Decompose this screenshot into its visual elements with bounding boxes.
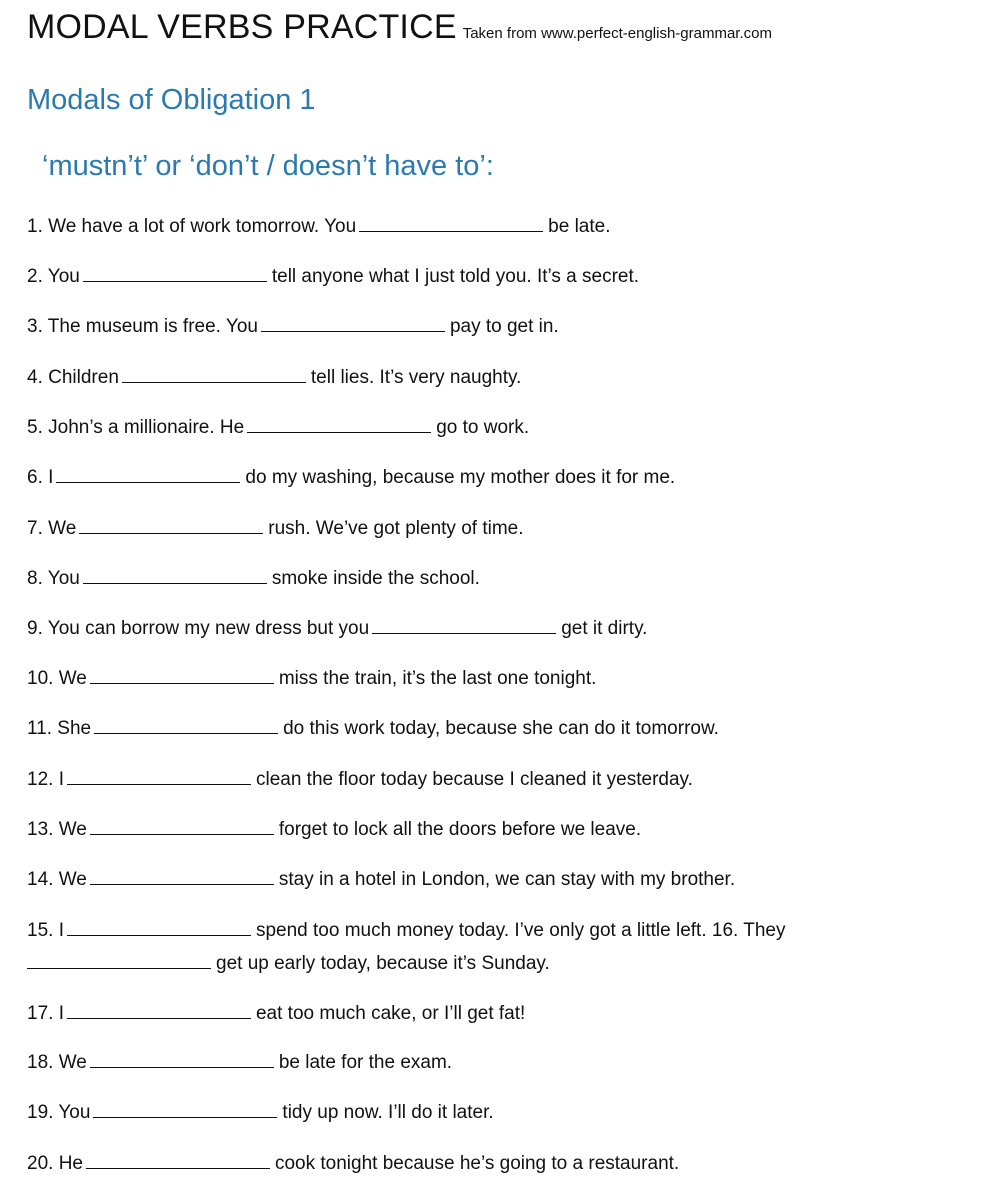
exercise-item-11: 11. She do this work today, because she can do it tomorrow. xyxy=(27,712,957,745)
title-line xyxy=(27,8,772,47)
answer-blank[interactable] xyxy=(90,665,274,684)
exercise-item-8: 8. You smoke inside the school. xyxy=(27,562,957,595)
exercise-item-19: 19. You tidy up now. I’ll do it later. xyxy=(27,1096,957,1129)
answer-blank[interactable] xyxy=(359,213,543,232)
answer-blank[interactable] xyxy=(67,766,251,785)
exercise-item-13: 13. We forget to lock all the doors before we leave. xyxy=(27,813,957,846)
answer-blank[interactable] xyxy=(56,464,240,483)
exercise-item-18: 18. We be late for the exam. xyxy=(27,1046,957,1079)
source-credit: Taken from www.perfect-english-grammar.com xyxy=(462,25,772,42)
exercise-item-4: 4. Children tell lies. It’s very naughty. xyxy=(27,361,957,394)
answer-blank[interactable] xyxy=(79,515,263,534)
answer-blank[interactable] xyxy=(93,1099,277,1118)
answer-blank[interactable] xyxy=(90,816,274,835)
exercise-instruction: ‘mustn’t’ or ‘don’t / doesn’t have to’: xyxy=(42,150,494,182)
answer-blank[interactable] xyxy=(27,950,211,969)
exercise-item-3: 3. The museum is free. You pay to get in. xyxy=(27,310,957,343)
answer-blank[interactable] xyxy=(90,1049,274,1068)
answer-blank[interactable] xyxy=(67,1000,251,1019)
exercise-item-17: 17. I eat too much cake, or I’ll get fat! xyxy=(27,997,957,1030)
exercise-item-20: 20. He cook tonight because he’s going to a restaurant. xyxy=(27,1147,957,1180)
answer-blank[interactable] xyxy=(83,263,267,282)
section-heading: Modals of Obligation 1 xyxy=(27,84,316,116)
exercise-item-14: 14. We stay in a hotel in London, we can stay with my brother. xyxy=(27,863,957,896)
answer-blank[interactable] xyxy=(67,917,251,936)
exercise-item-5: 5. John’s a millionaire. He go to work. xyxy=(27,411,957,444)
exercise-item-1: 1. We have a lot of work tomorrow. You be late. xyxy=(27,210,957,243)
exercise-item-12: 12. I clean the floor today because I cleaned it yesterday. xyxy=(27,763,957,796)
exercise-item-10: 10. We miss the train, it’s the last one tonight. xyxy=(27,662,957,695)
exercise-item-15-16: 15. I spend too much money today. I’ve only got a little left. 16. They get up early today, because it’s Sunday. xyxy=(27,914,927,980)
answer-blank[interactable] xyxy=(90,866,274,885)
exercise-item-9: 9. You can borrow my new dress but you get it dirty. xyxy=(27,612,957,645)
exercise-item-2: 2. You tell anyone what I just told you. It’s a secret. xyxy=(27,260,957,293)
answer-blank[interactable] xyxy=(247,414,431,433)
answer-blank[interactable] xyxy=(94,715,278,734)
answer-blank[interactable] xyxy=(372,615,556,634)
exercise-item-6: 6. I do my washing, because my mother does it for me. xyxy=(27,461,957,494)
exercise-item-7: 7. We rush. We’ve got plenty of time. xyxy=(27,512,957,545)
page-title: MODAL VERBS PRACTICE xyxy=(27,8,457,46)
answer-blank[interactable] xyxy=(86,1150,270,1169)
answer-blank[interactable] xyxy=(261,313,445,332)
answer-blank[interactable] xyxy=(83,565,267,584)
answer-blank[interactable] xyxy=(122,364,306,383)
